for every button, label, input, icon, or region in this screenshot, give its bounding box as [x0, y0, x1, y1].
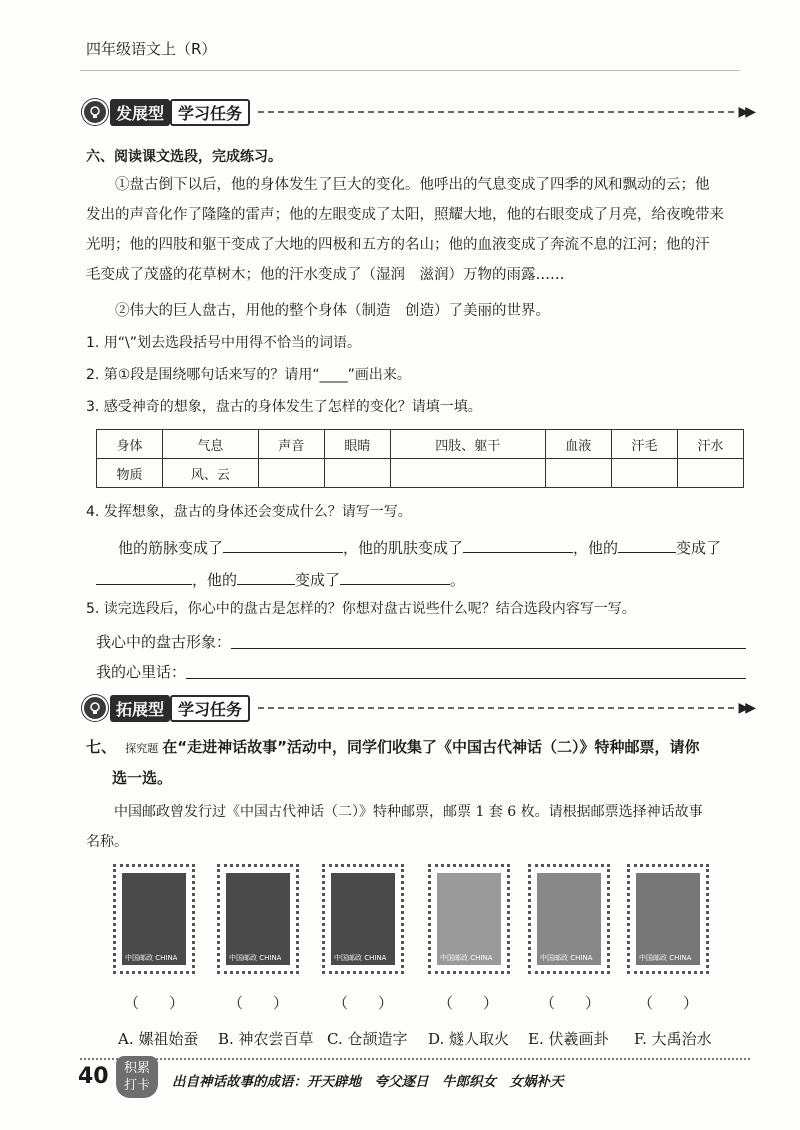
stamp-5 [528, 864, 610, 974]
question-3: 3. 感受神奇的想象，盘古的身体发生了怎样的变化？请填一填。 [86, 399, 482, 415]
answer-paren[interactable]: （ ） [228, 994, 289, 1012]
passage-line: 毛变成了茂盛的花草树木；他的汗水变成了（湿润 滋润）万物的雨露…… [86, 267, 565, 283]
double-arrow-icon: ▶▶ [738, 104, 752, 120]
banner-dash-line [258, 111, 734, 113]
book-header: 四年级语文上（R） [86, 40, 217, 58]
section7-line1 [86, 737, 699, 759]
section7-line2: 选一选。 [112, 769, 173, 787]
badge-line-1: 积累 [123, 1061, 150, 1076]
accumulate-badge [116, 1056, 158, 1098]
table-cell: 血液 [545, 430, 611, 459]
question-4: 4. 发挥想象，盘古的身体还会变成什么？请写一写。 [86, 504, 412, 520]
section7-prompt: 在“走进神话故事”活动中，同学们收集了《中国古代神话（二）》特种邮票，请你 [162, 738, 700, 756]
table-cell: 汗水 [677, 430, 743, 459]
q4-text: 。 [450, 571, 466, 589]
answer-cell[interactable] [258, 459, 324, 488]
question-5: 5. 读完选段后，你心中的盘古是怎样的？你想对盘古说些什么呢？结合选段内容写一写。 [86, 601, 636, 617]
double-arrow-icon: ▶▶ [738, 700, 752, 716]
idiom-footer: 出自神话故事的成语：开天辟地 夸父逐日 牛郎织女 女娲补天 [172, 1074, 564, 1090]
q4-text: ，他的 [192, 571, 238, 589]
answer-blank[interactable] [340, 568, 450, 585]
banner-extension-task [82, 694, 752, 722]
answer-paren[interactable]: （ ） [638, 994, 699, 1012]
table-cell: 风、云 [163, 459, 259, 488]
table-cell: 物质 [97, 459, 163, 488]
q4-answer-line-1 [118, 536, 721, 558]
answer-blank[interactable] [223, 536, 343, 553]
table-cell: 身体 [97, 430, 163, 459]
stamp-label: 中国邮政 CHINA [639, 954, 692, 962]
table-row [97, 459, 744, 488]
answer-cell[interactable] [545, 459, 611, 488]
stamp-1 [113, 864, 195, 974]
passage-line: 发出的声音化作了隆隆的雷声；他的左眼变成了太阳，照耀大地，他的右眼变成了月亮，给夜晚带来 [86, 207, 724, 223]
question-1: 1. 用“\”划去选段括号中用得不恰当的词语。 [86, 335, 362, 351]
section7-number: 七、 [86, 738, 117, 756]
body-change-table [96, 429, 744, 488]
q4-answer-line-2 [96, 568, 465, 590]
table-cell: 汗毛 [611, 430, 677, 459]
passage-line: 光明；他的四肢和躯干变成了大地的四极和五方的名山；他的血液变成了奔流不息的江河；他的汗 [86, 237, 710, 253]
answer-cell[interactable] [611, 459, 677, 488]
answer-blank[interactable] [463, 536, 573, 553]
answer-paren[interactable]: （ ） [438, 994, 499, 1012]
stamp-intro-2: 名称。 [86, 834, 128, 850]
q4-text: 变成了 [676, 539, 722, 557]
banner-task-label: 学习任务 [170, 99, 250, 126]
q4-text: ，他的 [573, 539, 619, 557]
passage-paragraph-1 [86, 170, 758, 290]
answer-blank[interactable] [186, 662, 746, 679]
answer-blank[interactable] [618, 536, 676, 553]
option-a: A. 嫘祖始蚕 [118, 1030, 199, 1048]
option-b: B. 神农尝百草 [218, 1030, 314, 1048]
table-row [97, 430, 744, 459]
header-divider [80, 70, 740, 71]
option-d: D. 燧人取火 [428, 1030, 510, 1048]
answer-blank[interactable] [231, 632, 746, 649]
q5-words-line [96, 662, 746, 682]
q5-label: 我的心里话： [96, 663, 187, 681]
stamp-6 [627, 864, 709, 974]
answer-cell[interactable] [324, 459, 390, 488]
page-number: 40 [78, 1064, 109, 1089]
answer-cell[interactable] [677, 459, 743, 488]
banner-type-label: 发展型 [110, 99, 170, 126]
stamp-3 [322, 864, 404, 974]
passage-paragraph-2: ②伟大的巨人盘古，用他的整个身体（制造 创造）了美丽的世界。 [115, 303, 550, 319]
banner-type-label: 拓展型 [110, 695, 170, 722]
answer-blank[interactable] [237, 568, 295, 585]
table-cell: 眼睛 [324, 430, 390, 459]
stamp-4 [428, 864, 510, 974]
section6-title: 六、阅读课文选段，完成练习。 [86, 149, 282, 165]
banner-dash-line [258, 707, 734, 709]
q5-label: 我心中的盘古形象： [96, 633, 232, 651]
stamp-2 [217, 864, 299, 974]
option-e: E. 伏羲画卦 [528, 1030, 609, 1048]
answer-paren[interactable]: （ ） [333, 994, 394, 1012]
q4-text: 变成了 [295, 571, 341, 589]
stamp-intro: 中国邮政曾发行过《中国古代神话（二）》特种邮票，邮票 1 套 6 枚。请根据邮票选择神话故事 [114, 804, 703, 820]
table-cell: 声音 [258, 430, 324, 459]
answer-paren[interactable]: （ ） [124, 994, 185, 1012]
stamp-label: 中国邮政 CHINA [334, 954, 387, 962]
banner-development-task [82, 98, 752, 126]
stamp-label: 中国邮政 CHINA [540, 954, 593, 962]
option-c: C. 仓颉造字 [327, 1030, 408, 1048]
table-cell: 四肢、躯干 [390, 430, 545, 459]
badge-line-2: 打卡 [123, 1078, 150, 1093]
answer-blank[interactable] [96, 568, 192, 585]
banner-task-label: 学习任务 [170, 695, 250, 722]
footer-divider [80, 1058, 750, 1060]
question-2: 2. 第①段是围绕哪句话来写的？请用“____”画出来。 [86, 367, 411, 383]
q4-text: 他的筋脉变成了 [118, 539, 224, 557]
stamp-label: 中国邮政 CHINA [440, 954, 493, 962]
inquiry-tag: 探究题 [125, 742, 159, 755]
stamp-label: 中国邮政 CHINA [229, 954, 282, 962]
stamp-label: 中国邮政 CHINA [125, 954, 178, 962]
answer-cell[interactable] [390, 459, 545, 488]
lightbulb-icon [82, 695, 108, 721]
answer-paren[interactable]: （ ） [540, 994, 601, 1012]
lightbulb-icon [82, 99, 108, 125]
q5-impression-line [96, 632, 746, 652]
passage-line: ①盘古倒下以后，他的身体发生了巨大的变化。他呼出的气息变成了四季的风和飘动的云；他 [115, 177, 710, 193]
option-f: F. 大禹治水 [634, 1030, 712, 1048]
table-cell: 气息 [163, 430, 259, 459]
q4-text: ，他的肌肤变成了 [343, 539, 464, 557]
